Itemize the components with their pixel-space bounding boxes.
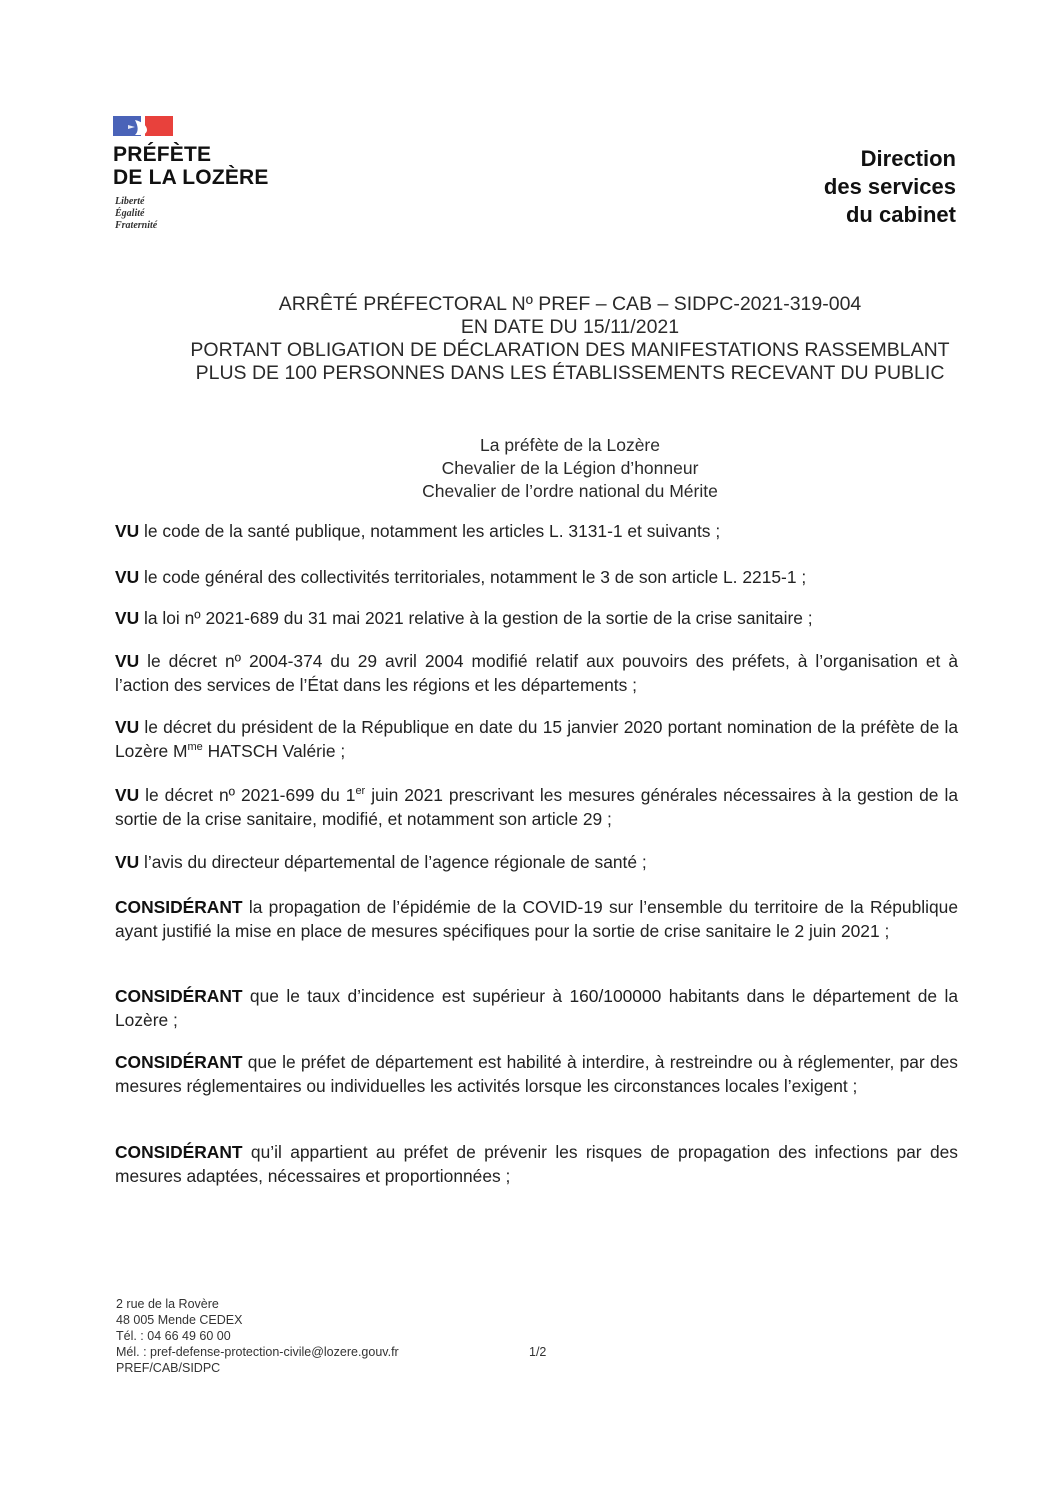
paragraph-text: qu’il appartient au préfet de prévenir les risques de propagation des infections par des mesures adaptées, nécessaires et proportionnées ; [115, 1142, 958, 1186]
paragraph-keyword: CONSIDÉRANT [115, 986, 243, 1006]
paragraph-text-end: juin 2021 prescrivant les mesures générales nécessaires à la gestion de la sortie de la crise sanitaire, modifié, et notamment son article 29 ; [115, 785, 958, 829]
footer-email: Mél. : pref-defense-protection-civile@lozere.gouv.fr [116, 1345, 399, 1359]
paragraph-keyword: VU [115, 717, 140, 737]
paragraph-vu-2 [115, 566, 958, 590]
authority-block [90, 434, 1050, 503]
prefecture-line-1: PRÉFÈTE [113, 143, 212, 166]
paragraph-vu-5 [115, 716, 958, 763]
prefecture-name [113, 143, 269, 189]
paragraph-considerant-2 [115, 985, 958, 1032]
paragraph-text-end: HATSCH Valérie ; [202, 740, 346, 761]
paragraph-keyword: VU [115, 651, 140, 671]
paragraph-vu-6 [115, 784, 958, 831]
paragraph-vu-7 [115, 851, 958, 875]
issuing-direction [824, 145, 956, 229]
authority-line-3: Chevalier de l’ordre national du Mérite [422, 481, 718, 501]
footer-service: PREF/CAB/SIDPC [116, 1361, 221, 1375]
paragraph-keyword: VU [115, 852, 140, 872]
paragraph-keyword: CONSIDÉRANT [115, 1142, 243, 1162]
paragraph-text: le décret nº 2004-374 du 29 avril 2004 modifié relatif aux pouvoirs des préfets, à l’organisation et à l’action des services de l’État dans les régions et les départements ; [115, 651, 958, 695]
paragraph-considerant-1 [115, 896, 958, 943]
superscript: er [355, 785, 366, 798]
decree-subject-line-1: PORTANT OBLIGATION DE DÉCLARATION DES MANIFESTATIONS RASSEMBLANT [190, 339, 950, 361]
paragraph-keyword: CONSIDÉRANT [115, 1052, 243, 1072]
decree-title [90, 293, 1050, 385]
paragraph-text: le décret du président de la République en date du 15 janvier 2020 portant nomination de la préfète de la Lozère M [115, 717, 958, 761]
paragraph-text: le code de la santé publique, notamment les articles L. 3131-1 et suivants ; [139, 521, 721, 541]
paragraph-keyword: VU [115, 608, 140, 628]
page-number: 1/2 [529, 1345, 547, 1359]
paragraph-text: que le préfet de département est habilité à interdire, à restreindre ou à réglementer, par des mesures réglementaires ou individuelles les activités lorsque les circonstances locales l’exigent ; [115, 1052, 958, 1096]
paragraph-text: la loi nº 2021-689 du 31 mai 2021 relative à la gestion de la sortie de la crise sanitaire ; [139, 608, 813, 628]
paragraph-vu-4 [115, 650, 958, 697]
footer-address-2: 48 005 Mende CEDEX [116, 1313, 243, 1327]
direction-line-3: du cabinet [845, 202, 956, 227]
paragraph-considerant-4 [115, 1141, 958, 1188]
paragraph-vu-3 [115, 607, 958, 631]
motto-liberte: Liberté [115, 196, 145, 207]
motto-fraternite: Fraternité [115, 220, 158, 231]
paragraph-vu-1 [115, 520, 958, 544]
paragraph-keyword: VU [115, 567, 140, 587]
motto-egalite: Égalité [115, 208, 145, 219]
footer-address-1: 2 rue de la Rovère [116, 1297, 219, 1311]
decree-date: EN DATE DU 15/11/2021 [460, 316, 680, 338]
prefecture-line-2: DE LA LOZÈRE [113, 166, 269, 189]
paragraph-considerant-3 [115, 1051, 958, 1098]
republic-motto [115, 196, 157, 232]
paragraph-keyword: VU [115, 521, 140, 541]
direction-line-1: Direction [860, 146, 956, 171]
direction-line-2: des services [823, 174, 956, 199]
decree-number: ARRÊTÉ PRÉFECTORAL Nº PREF – CAB – SIDPC-2021-319-004 [278, 293, 862, 315]
paragraph-keyword: VU [115, 785, 140, 805]
paragraph-text: le décret nº 2021-699 du 1 [139, 785, 356, 805]
footer-contact [116, 1296, 399, 1376]
paragraph-text: le code général des collectivités territoriales, notamment le 3 de son article L. 2215-1 ; [139, 567, 807, 587]
paragraph-text: l’avis du directeur départemental de l’agence régionale de santé ; [139, 852, 647, 872]
paragraph-keyword: CONSIDÉRANT [115, 897, 243, 917]
decree-subject-line-2: PLUS DE 100 PERSONNES DANS LES ÉTABLISSEMENTS RECEVANT DU PUBLIC [195, 362, 945, 384]
superscript: me [187, 740, 203, 753]
marianne-logo-icon [113, 116, 173, 136]
footer-phone: Tél. : 04 66 49 60 00 [116, 1329, 231, 1343]
authority-line-2: Chevalier de la Légion d’honneur [441, 458, 699, 478]
authority-line-1: La préfète de la Lozère [480, 435, 660, 455]
paragraph-text: la propagation de l’épidémie de la COVID-19 sur l’ensemble du territoire de la République ayant justifié la mise en place de mesures spécifiques pour la sortie de crise sanitaire le 2 juin 2021 ; [115, 897, 958, 941]
paragraph-text: que le taux d’incidence est supérieur à 160/100000 habitants dans le département de la Lozère ; [115, 986, 958, 1030]
